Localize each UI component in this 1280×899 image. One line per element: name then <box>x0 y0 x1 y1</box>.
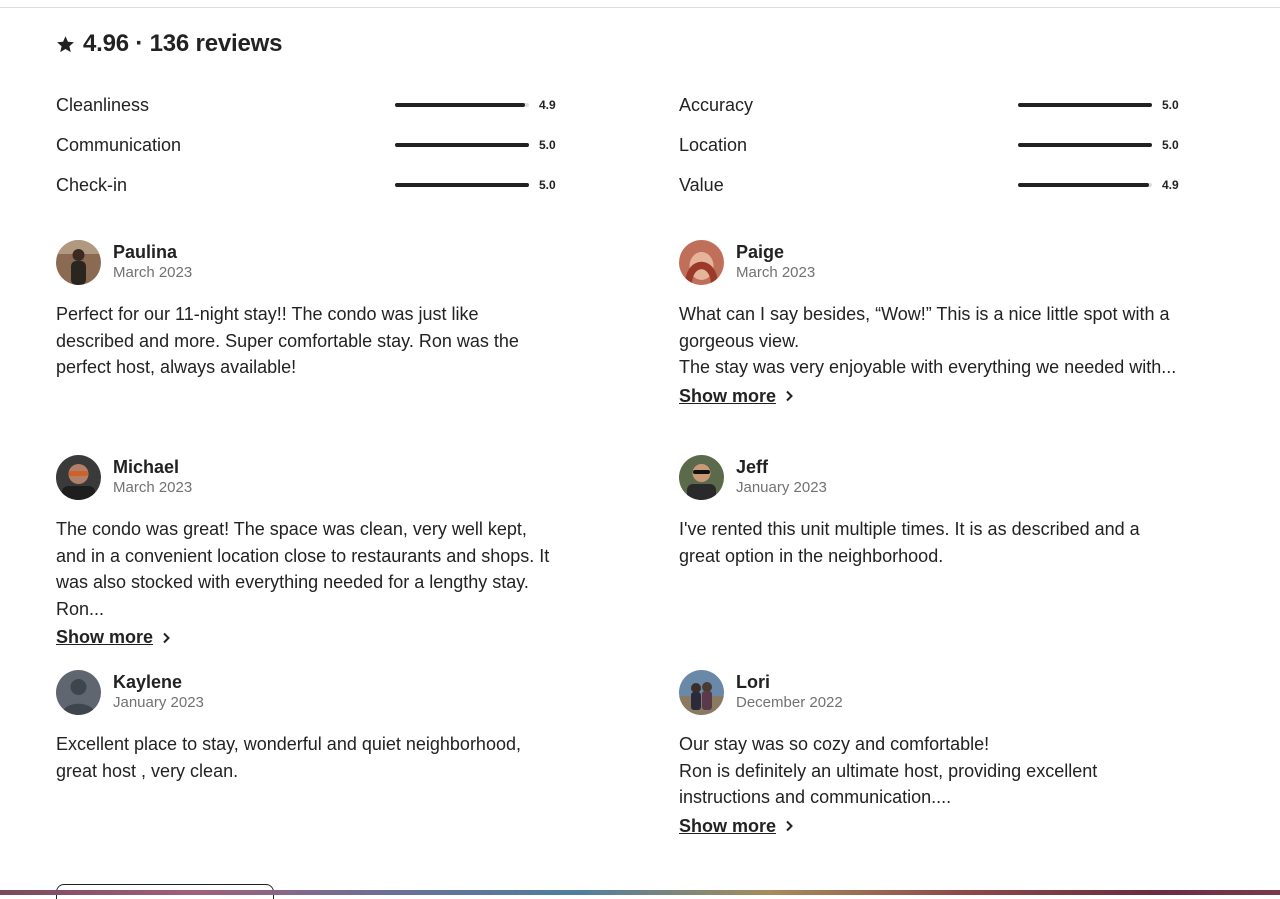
review-text: Excellent place to stay, wonderful and quiet neighborhood, great host , very clean. <box>56 734 521 781</box>
rating-value: 5.0 <box>539 178 556 192</box>
user-photo-icon <box>679 455 724 500</box>
star-icon <box>56 35 75 54</box>
default-user-icon <box>56 670 101 715</box>
show-more-label: Show more <box>679 815 777 836</box>
rating-bar-fill <box>395 183 529 187</box>
bottom-photo-strip <box>0 890 1280 895</box>
show-more-link[interactable] <box>679 816 796 837</box>
review-header <box>56 669 561 715</box>
reviewer-info <box>736 456 827 498</box>
review-card <box>679 454 1184 569</box>
chevron-right-icon <box>782 389 796 403</box>
rating-label: Location <box>679 134 748 155</box>
reviewer-name: Michael <box>113 457 180 477</box>
review-date: January 2023 <box>736 479 827 496</box>
reviewer-info <box>736 671 843 713</box>
review-date: January 2023 <box>113 694 204 711</box>
show-more-label: Show more <box>679 385 777 406</box>
user-photo-icon <box>679 670 724 715</box>
review-card <box>56 239 561 381</box>
rating-location <box>679 133 1189 157</box>
rating-label: Check-in <box>56 174 128 195</box>
rating-bar <box>395 103 529 107</box>
rating-accuracy <box>679 93 1189 117</box>
rating-cleanliness <box>56 93 566 117</box>
rating-bar <box>1018 103 1152 107</box>
review-text: The condo was great! The space was clean, very well kept, and in a convenient location close to restaurants and shops. It was also stocked with everything needed for a lengthy stay. Ron... <box>56 519 550 619</box>
review-card <box>679 239 1184 407</box>
review-text: What can I say besides, “Wow!” This is a nice little spot with a gorgeous view. The stay was very enjoyable with everything we needed with... <box>679 304 1177 377</box>
rating-label: Value <box>679 174 724 195</box>
rating-bar <box>395 143 529 147</box>
show-more-link[interactable] <box>679 386 796 407</box>
rating-value-category <box>679 173 1189 197</box>
rating-label: Communication <box>56 134 182 155</box>
review-summary <box>56 30 282 58</box>
review-header <box>679 669 1184 715</box>
review-text: Perfect for our 11-night stay!! The condo was just like described and more. Super comfortable stay. Ron was the perfect host, always available! <box>56 304 519 377</box>
rating-bar-fill <box>395 103 525 107</box>
avatar[interactable] <box>56 240 101 285</box>
reviewer-info <box>113 456 192 498</box>
rating-checkin <box>56 173 566 197</box>
reviewer-name: Paige <box>736 242 785 262</box>
reviewer-name: Lori <box>736 672 770 692</box>
reviewer-info <box>113 241 192 283</box>
avatar[interactable] <box>56 455 101 500</box>
review-card <box>56 454 561 648</box>
avatar[interactable] <box>679 670 724 715</box>
show-more-label: Show more <box>56 627 154 647</box>
rating-bar-fill <box>1018 183 1149 187</box>
avatar[interactable] <box>679 240 724 285</box>
review-text: Our stay was so cozy and comfortable! Ron is definitely an ultimate host, providing excellent instructions and communication.... <box>679 734 1098 807</box>
show-more-link[interactable] <box>56 627 173 648</box>
avatar[interactable] <box>56 670 101 715</box>
rating-label: Cleanliness <box>56 94 150 115</box>
chevron-right-icon <box>782 819 796 833</box>
rating-communication <box>56 133 566 157</box>
rating-bar-fill <box>1018 103 1152 107</box>
reviewer-name: Jeff <box>736 457 769 477</box>
review-date: December 2022 <box>736 694 843 711</box>
rating-bar <box>395 183 529 187</box>
review-card <box>679 669 1184 837</box>
review-header <box>679 454 1184 500</box>
review-date: March 2023 <box>113 264 193 281</box>
rating-value: 5.0 <box>539 138 556 152</box>
rating-bar <box>1018 143 1152 147</box>
review-header <box>56 239 561 285</box>
reviewer-name: Paulina <box>113 242 178 262</box>
user-photo-icon <box>679 240 724 285</box>
reviewer-info <box>113 671 204 713</box>
review-date: March 2023 <box>113 479 193 496</box>
review-card <box>56 669 561 784</box>
user-photo-icon <box>56 455 101 500</box>
top-divider <box>0 7 1280 8</box>
review-date: March 2023 <box>736 264 816 281</box>
review-header <box>679 239 1184 285</box>
review-header <box>56 454 561 500</box>
rating-value: 4.9 <box>539 98 556 112</box>
rating-value: 5.0 <box>1162 98 1179 112</box>
rating-bar-fill <box>1018 143 1152 147</box>
reviewer-info <box>736 241 815 283</box>
avatar[interactable] <box>679 455 724 500</box>
chevron-right-icon <box>159 631 173 645</box>
user-photo-icon <box>56 240 101 285</box>
rating-value: 5.0 <box>1162 138 1179 152</box>
reviewer-name: Kaylene <box>113 672 183 692</box>
rating-bar <box>1018 183 1152 187</box>
rating-bar-fill <box>395 143 529 147</box>
review-summary-text: 4.96 · 136 reviews <box>83 30 283 57</box>
rating-label: Accuracy <box>679 94 754 115</box>
rating-value: 4.9 <box>1162 178 1179 192</box>
review-text: I've rented this unit multiple times. It is as described and a great option in the neighborhood. <box>679 519 1140 566</box>
